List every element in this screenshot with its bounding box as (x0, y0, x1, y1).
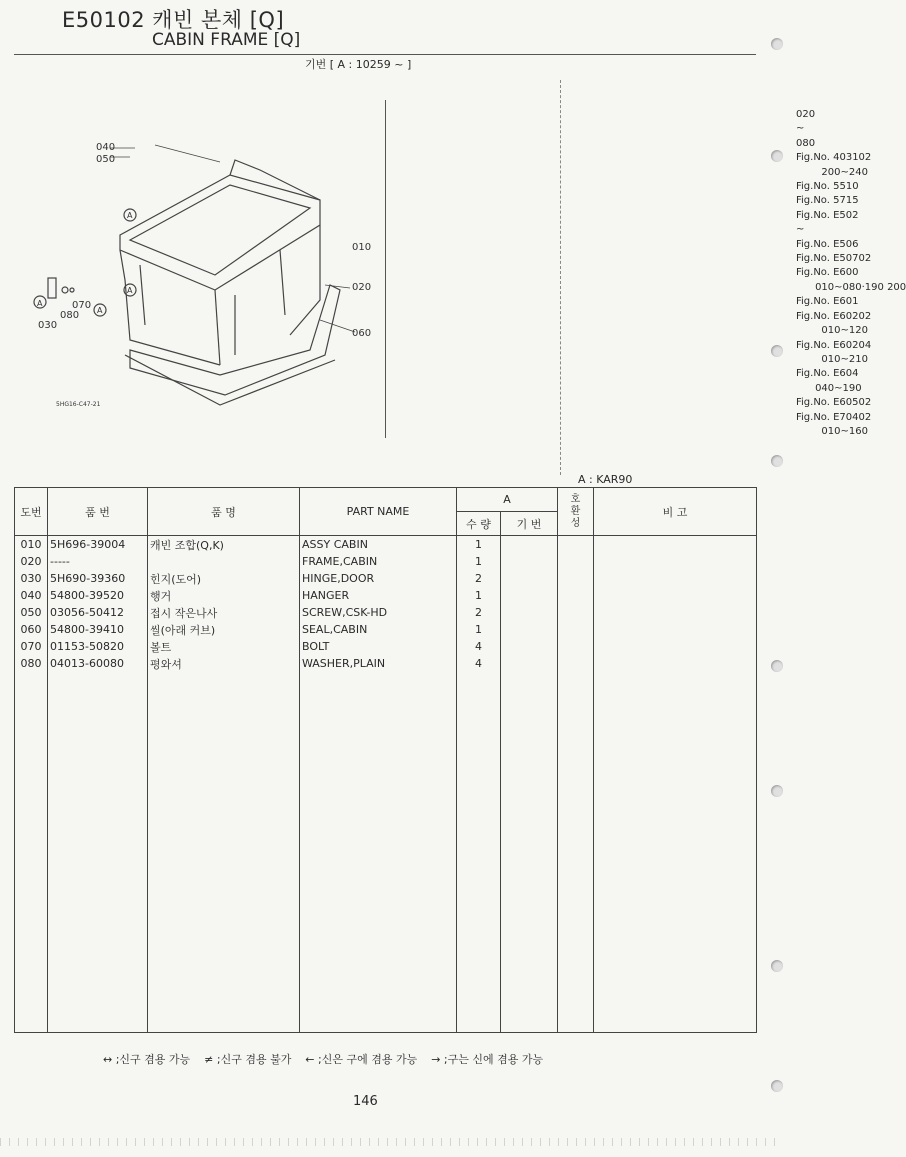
parts-table (14, 487, 757, 1033)
fig-ref-line: Fig.No. E601 (796, 296, 859, 308)
fig-ref-line: Fig.No. E60502 (796, 397, 872, 409)
cell-name-kr: 볼트 (148, 638, 300, 655)
cell-serial (501, 655, 558, 672)
cell-part-no: 03056-50412 (48, 604, 148, 621)
empty-cell (558, 672, 594, 1033)
cell-name-kr (148, 553, 300, 570)
fig-ref-line: 020 (796, 109, 816, 120)
table-filler-row (15, 672, 757, 1033)
callout-060: 060 (352, 328, 372, 339)
cell-name-kr: 접시 작은나사 (148, 604, 300, 621)
fig-ref-bracket (385, 100, 392, 438)
fig-ref-line: 010~160 (796, 425, 868, 437)
callout-a-hinge-detail: A (97, 306, 103, 315)
callout-a-hinge: A (37, 299, 43, 308)
cell-part-no: 54800-39410 (48, 621, 148, 638)
empty-cell (457, 672, 501, 1033)
cell-compat (558, 553, 594, 570)
drawing-code: 5HG16-C47-21 (56, 401, 101, 408)
binder-hole-icon (771, 150, 783, 162)
header-part-no: 품 번 (48, 488, 148, 536)
fig-ref-line: 040~190 (796, 382, 862, 394)
cell-part-name: ASSY CABIN (300, 536, 457, 554)
fig-ref-line: Fig.No. 5715 (796, 195, 859, 207)
cell-qty: 1 (457, 587, 501, 604)
cell-remarks (594, 655, 757, 672)
fig-ref-line: Fig.No. E50702 (796, 253, 872, 265)
cell-qty: 1 (457, 621, 501, 638)
binder-hole-icon (771, 660, 783, 672)
cell-qty: 1 (457, 536, 501, 554)
page-english-title: CABIN FRAME [Q] (152, 30, 301, 50)
cell-qty: 4 (457, 638, 501, 655)
serial-base-info: 기번 [ A : 10259 ~ ] (305, 58, 412, 71)
cell-no: 070 (15, 638, 48, 655)
binder-hole-icon (771, 1080, 783, 1092)
fig-ref-line: ~ (796, 123, 805, 135)
cell-part-no: 5H690-39360 (48, 570, 148, 587)
fig-ref-line: Fig.No. 5510 (796, 181, 859, 193)
title-rule (14, 54, 756, 55)
cell-no: 030 (15, 570, 48, 587)
header-qty: 수 량 (457, 512, 501, 536)
binder-hole-icon (771, 455, 783, 467)
cell-no: 080 (15, 655, 48, 672)
fig-ref-line: Fig.No. E60204 (796, 339, 872, 351)
cell-part-no: 04013-60080 (48, 655, 148, 672)
cell-name-kr: 씰(아래 커브) (148, 621, 300, 638)
fig-ref-line: 010~120 (796, 325, 868, 337)
cell-no: 050 (15, 604, 48, 621)
empty-cell (15, 672, 48, 1033)
cell-part-name: SEAL,CABIN (300, 621, 457, 638)
cell-compat (558, 570, 594, 587)
binder-hole-icon (771, 345, 783, 357)
page-code-title: E50102 캐빈 본체 [Q] (62, 8, 285, 32)
page-number: 146 (353, 1094, 378, 1109)
fig-ref-list (398, 108, 906, 439)
empty-cell (501, 672, 558, 1033)
cell-remarks (594, 570, 757, 587)
cell-part-no: 5H696-39004 (48, 536, 148, 554)
cell-part-no: 54800-39520 (48, 587, 148, 604)
table-row (15, 570, 757, 587)
cell-compat (558, 604, 594, 621)
cell-serial (501, 587, 558, 604)
callout-030: 030 (38, 320, 58, 331)
callout-070: 070 (72, 300, 92, 311)
table-row (15, 638, 757, 655)
cell-part-name: HINGE,DOOR (300, 570, 457, 587)
fig-ref-line: Fig.No. E604 (796, 368, 859, 380)
binder-hole-icon (771, 785, 783, 797)
empty-cell (300, 672, 457, 1033)
fig-ref-line: Fig.No. 403102 (796, 152, 872, 164)
fig-ref-line: Fig.No. E70402 (796, 411, 872, 423)
cell-compat (558, 638, 594, 655)
callout-020: 020 (352, 282, 372, 293)
cell-name-kr: 힌지(도어) (148, 570, 300, 587)
cell-serial (501, 638, 558, 655)
model-note: A : KAR90 (578, 473, 633, 486)
cell-remarks (594, 587, 757, 604)
fig-ref-line: 010~210 (796, 353, 868, 365)
table-row (15, 604, 757, 621)
cell-part-name: FRAME,CABIN (300, 553, 457, 570)
cell-qty: 2 (457, 604, 501, 621)
cell-qty: 4 (457, 655, 501, 672)
fig-ref-line: Fig.No. E506 (796, 238, 859, 250)
cell-remarks (594, 621, 757, 638)
table-row (15, 655, 757, 672)
binder-hole-icon (771, 960, 783, 972)
cell-qty: 1 (457, 553, 501, 570)
fig-ref-line: 080 (796, 137, 816, 149)
cell-compat (558, 655, 594, 672)
empty-cell (148, 672, 300, 1033)
header-part-name: PART NAME (300, 488, 457, 536)
fig-ref-line: Fig.No. E502 (796, 209, 859, 221)
cell-no: 020 (15, 553, 48, 570)
table-row (15, 621, 757, 638)
cell-remarks (594, 638, 757, 655)
scan-edge-strip (0, 1138, 783, 1146)
fig-ref-line: ~ (796, 224, 805, 236)
binder-hole-icon (771, 38, 783, 50)
callout-a-side: A (127, 286, 133, 295)
cell-part-name: SCREW,CSK-HD (300, 604, 457, 621)
cell-serial (501, 553, 558, 570)
cell-serial (501, 621, 558, 638)
header-group-a: A (457, 488, 558, 512)
cell-serial (501, 536, 558, 554)
compatibility-legend: ↔ ;신구 겸용 가능 ≠ ;신구 겸용 불가 ← ;신은 구에 겸용 가능 → ;구는 신에 겸용 가능 (103, 1053, 544, 1066)
table-row (15, 553, 757, 570)
cell-remarks (594, 553, 757, 570)
header-no: 도번 (15, 488, 48, 536)
callout-010: 010 (352, 242, 372, 253)
cell-serial (501, 604, 558, 621)
fig-ref-line: 200~240 (796, 166, 868, 178)
table-row (15, 536, 757, 554)
cell-name-kr: 평와셔 (148, 655, 300, 672)
fig-ref-line: Fig.No. E60202 (796, 310, 872, 322)
cell-part-name: BOLT (300, 638, 457, 655)
cell-compat (558, 621, 594, 638)
callout-080: 080 (60, 310, 80, 321)
header-name-kr: 품 명 (148, 488, 300, 536)
cell-part-no: 01153-50820 (48, 638, 148, 655)
cell-serial (501, 570, 558, 587)
cell-name-kr: 행거 (148, 587, 300, 604)
cell-no: 010 (15, 536, 48, 554)
table-row (15, 587, 757, 604)
cell-compat (558, 536, 594, 554)
vertical-dashed-divider (560, 80, 561, 475)
callout-050: 050 (96, 154, 116, 165)
header-remarks: 비 고 (594, 488, 757, 536)
cell-no: 060 (15, 621, 48, 638)
cell-remarks (594, 604, 757, 621)
fig-ref-line: Fig.No. E600 (796, 267, 859, 279)
empty-cell (594, 672, 757, 1033)
cell-no: 040 (15, 587, 48, 604)
header-compat: 호환성 (558, 488, 594, 536)
fig-ref-line: 010~080·190 200 (796, 281, 906, 293)
callout-a-roof: A (127, 211, 133, 220)
cell-qty: 2 (457, 570, 501, 587)
cell-part-no: ----- (48, 553, 148, 570)
cell-remarks (594, 536, 757, 554)
cell-part-name: WASHER,PLAIN (300, 655, 457, 672)
header-serial: 기 번 (501, 512, 558, 536)
cell-part-name: HANGER (300, 587, 457, 604)
cell-compat (558, 587, 594, 604)
callout-040: 040 (96, 142, 116, 153)
empty-cell (48, 672, 148, 1033)
cell-name-kr: 캐빈 조합(Q,K) (148, 536, 300, 554)
